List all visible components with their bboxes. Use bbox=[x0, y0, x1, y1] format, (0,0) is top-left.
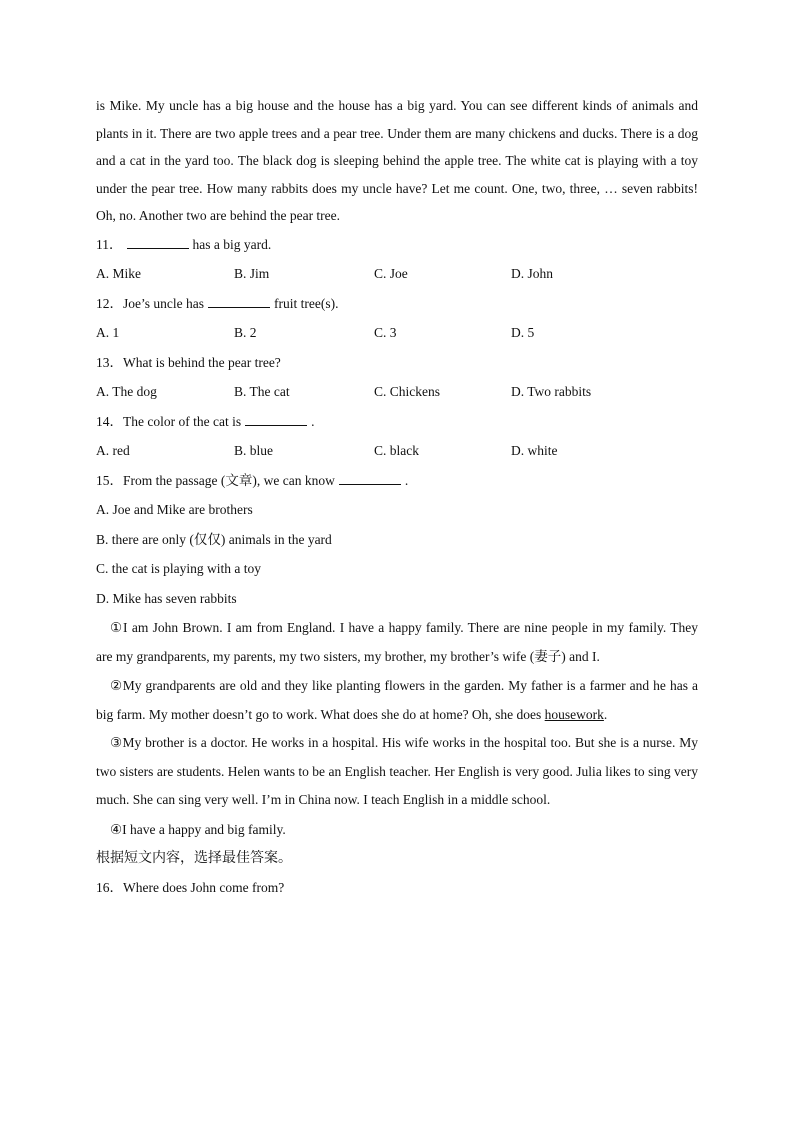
option-d: D. Mike has seven rabbits bbox=[96, 590, 237, 606]
instruction: 根据短文内容，选择最佳答案。 bbox=[96, 849, 292, 866]
passage-2-paragraph-3: ③My brother is a doctor. He works in a hospital. His wife works in the hospital too. But she is a nurse. My two sisters are students. Helen wants to be an English teacher. Her English is very good. Julia likes to sing very much. She can sing very well. I’m in China now. I teach English in a middle school. bbox=[96, 735, 698, 808]
option-a: A. Joe and Mike are brothers bbox=[96, 502, 253, 518]
option-c: C. black bbox=[374, 443, 419, 459]
answer-blank bbox=[127, 236, 189, 249]
passage-2-paragraph-1: ①I am John Brown. I am from England. I have a happy family. There are nine people in my family. They are my grandparents, my parents, my two sisters, my brother, my brother’s wife (妻子) and I. bbox=[96, 620, 698, 665]
passage-2-paragraph-2: ②My grandparents are old and they like planting flowers in the garden. My father is a farmer and he has a big farm. My mother doesn’t go to work. What does she do at home? Oh, she does housework. bbox=[96, 678, 698, 723]
option-c: C. Joe bbox=[374, 266, 408, 282]
option-b: B. 2 bbox=[234, 325, 257, 341]
option-a: A. 1 bbox=[96, 325, 120, 341]
answer-blank bbox=[208, 295, 270, 308]
option-d: D. 5 bbox=[511, 325, 535, 341]
option-b: B. The cat bbox=[234, 384, 290, 400]
underlined-word: housework bbox=[544, 707, 604, 723]
question-16: 16．Where does John come from? bbox=[96, 879, 285, 895]
answer-blank bbox=[245, 413, 307, 426]
passage-2-paragraph-4: ④I have a happy and big family. bbox=[110, 821, 286, 837]
question-11-options bbox=[96, 259, 698, 289]
question-11: 11． has a big yard. bbox=[96, 236, 272, 252]
option-b: B. blue bbox=[234, 443, 273, 459]
option-d: D. white bbox=[511, 443, 558, 459]
option-b: B. Jim bbox=[234, 266, 270, 282]
passage-1: is Mike. My uncle has a big house and the house has a big yard. You can see different kinds of animals and plants in it. There are two apple trees and a pear tree. Under them are many chickens and ducks. There is a dog and a cat in the yard too. The black dog is sleeping behind the apple tree. The white cat is playing with a toy under the pear tree. How many rabbits does my uncle have? Let me count. One, two, three, … seven rabbits! Oh, no. Another two are behind the pear tree. bbox=[96, 98, 698, 224]
option-a: A. The dog bbox=[96, 384, 157, 400]
question-13-options bbox=[96, 377, 698, 407]
question-13: 13．What is behind the pear tree? bbox=[96, 354, 281, 370]
option-a: A. Mike bbox=[96, 266, 141, 282]
option-d: D. Two rabbits bbox=[511, 384, 592, 400]
option-a: A. red bbox=[96, 443, 130, 459]
question-12-options bbox=[96, 318, 698, 348]
question-14-options bbox=[96, 436, 698, 466]
option-c: C. the cat is playing with a toy bbox=[96, 561, 261, 577]
answer-blank bbox=[339, 472, 401, 485]
option-b: B. there are only (仅仅) animals in the yard bbox=[96, 531, 332, 547]
question-14: 14．The color of the cat is . bbox=[96, 413, 315, 429]
option-c: C. 3 bbox=[374, 325, 397, 341]
option-c: C. Chickens bbox=[374, 384, 440, 400]
worksheet-page bbox=[96, 92, 698, 902]
question-12: 12．Joe’s uncle has fruit tree(s). bbox=[96, 295, 339, 311]
question-15: 15．From the passage (文章), we can know . bbox=[96, 472, 409, 488]
option-d: D. John bbox=[511, 266, 554, 282]
